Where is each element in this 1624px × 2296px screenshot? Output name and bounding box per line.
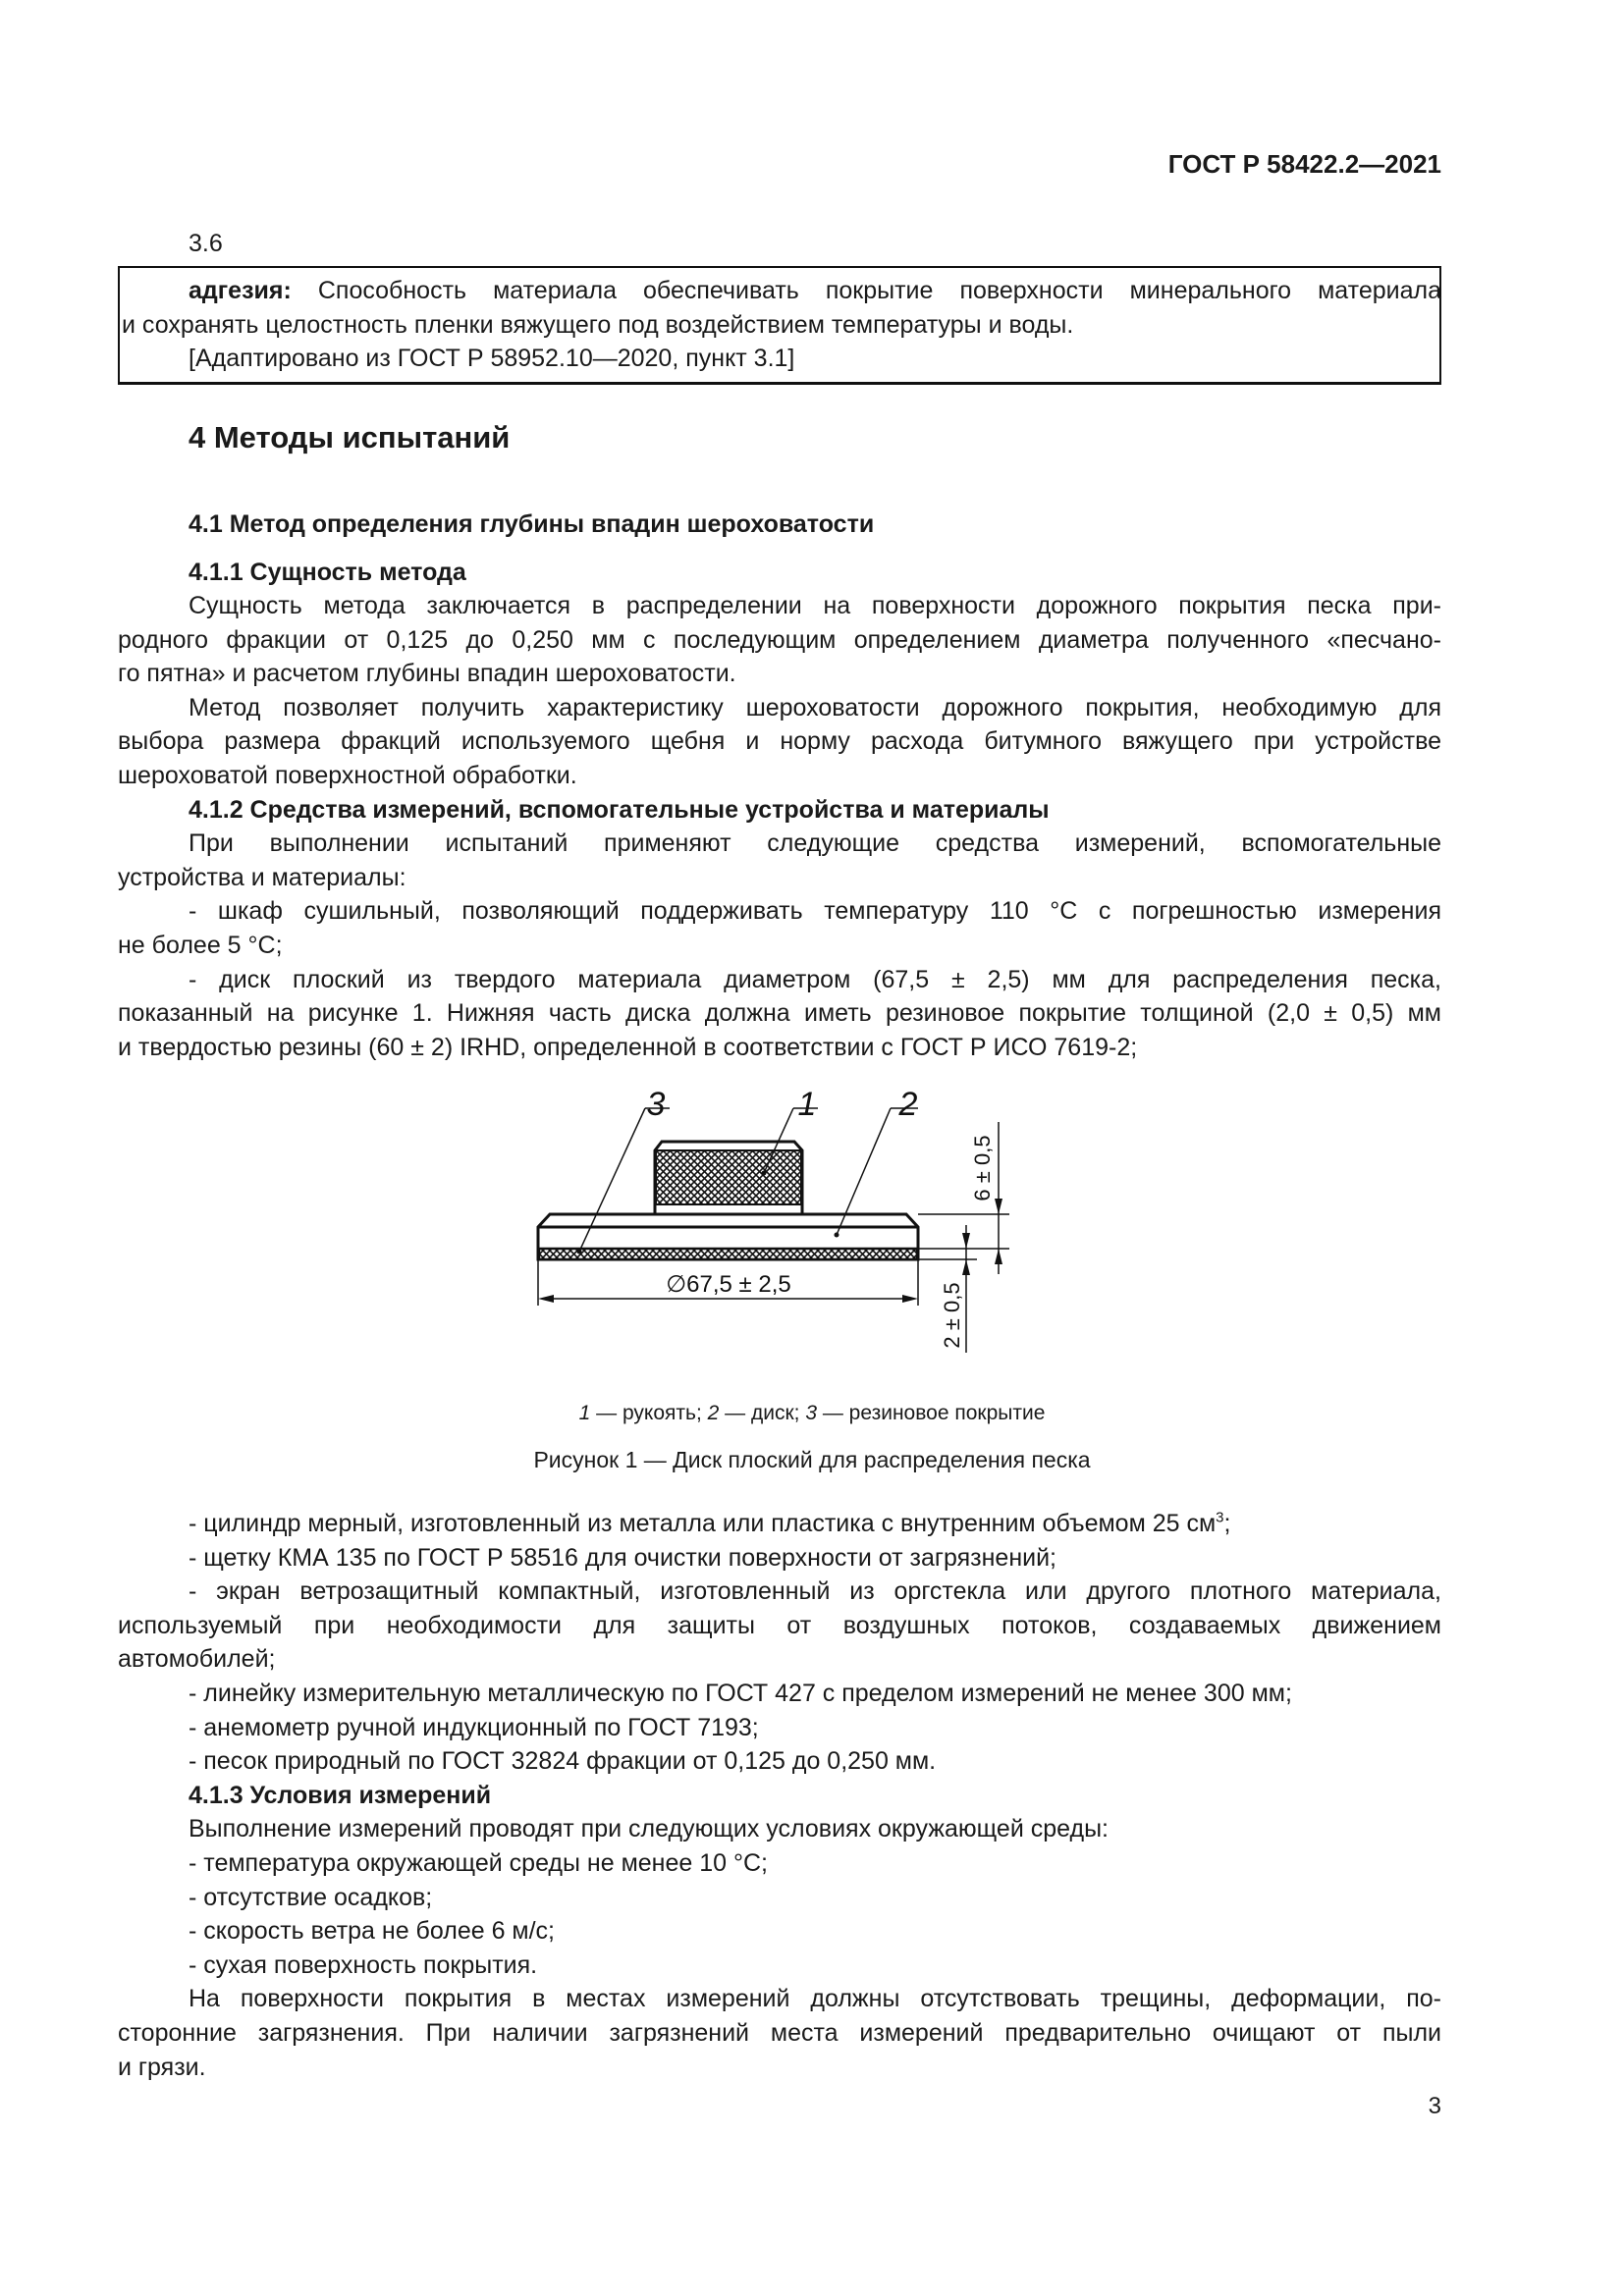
paragraph-line: го пятна» и расчетом глубины впадин шероховатости.: [118, 660, 736, 688]
list-item: - отсутствие осадков;: [189, 1883, 433, 1911]
label-rubber: 3: [646, 1086, 666, 1123]
subsection-title: 4.1.3 Условия измерений: [189, 1781, 492, 1809]
label-handle: 1: [797, 1086, 817, 1123]
paragraph-line: На поверхности покрытия в местах измерений должны отсутствовать трещины, деформации, по-: [189, 1985, 1441, 2013]
paragraph-line: сторонние загрязнения. При наличии загрязнений места измерений предварительно очищают от пыли: [118, 2019, 1441, 2047]
list-item: - щетку КМА 135 по ГОСТ Р 58516 для очистки поверхности от загрязнений;: [189, 1543, 1056, 1572]
paragraph-line: шероховатой поверхностной обработки.: [118, 762, 577, 789]
subsection-title: 4.1 Метод определения глубины впадин шероховатости: [189, 510, 875, 538]
dim-rubber-thickness: 2 ± 0,5: [940, 1282, 964, 1349]
term-definition-line: адгезия: Способность материала обеспечивать покрытие поверхности минерального материала: [189, 277, 1441, 304]
list-item-line: - диск плоский из твердого материала диаметром (67,5 ± 2,5) мм для распределения песка,: [189, 965, 1441, 993]
document-id: ГОСТ Р 58422.2—2021: [1167, 149, 1441, 179]
list-item-line: не более 5 °С;: [118, 932, 283, 959]
list-item-line: автомобилей;: [118, 1645, 276, 1674]
list-item: - температура окружающей среды не менее 10 °С;: [189, 1849, 768, 1877]
paragraph-line: Сущность метода заключается в распределении на поверхности дорожного покрытия песка при-: [189, 592, 1441, 619]
list-item-line: - шкаф сушильный, позволяющий поддерживать температуру 110 °С с погрешностью измерения: [189, 897, 1441, 926]
paragraph-line: родного фракции от 0,125 до 0,250 мм с последующим определением диаметра полученного «песчано-: [118, 625, 1441, 654]
subsection-title: 4.1.1 Сущность метода: [189, 559, 466, 586]
list-item-line: - экран ветрозащитный компактный, изготовленный из оргстекла или другого плотного материала,: [189, 1577, 1441, 1606]
paragraph-line: устройства и материалы:: [118, 863, 406, 891]
figure-legend: 1 — рукоять; 2 — диск; 3 — резиновое покрытие: [578, 1402, 1046, 1424]
paragraph-line: Метод позволяет получить характеристику шероховатости дорожного покрытия, необходимую для: [189, 693, 1441, 721]
term-source: [Адаптировано из ГОСТ Р 58952.10—2020, пункт 3.1]: [189, 345, 795, 372]
term-name: адгезия:: [189, 277, 292, 304]
rubber-layer: [539, 1249, 917, 1259]
dim-handle-height: 6 ± 0,5: [970, 1135, 995, 1201]
list-item-line: используемый при необходимости для защиты от воздушных потоков, создаваемых движением: [118, 1611, 1441, 1639]
section-title: 4 Методы испытаний: [189, 420, 511, 454]
paragraph-line: Выполнение измерений проводят при следующих условиях окружающей среды:: [189, 1815, 1109, 1843]
paragraph-line: выбора размера фракций используемого щебня и норму расхода битумного вяжущего при устройстве: [118, 727, 1441, 756]
page-number: 3: [1428, 2093, 1441, 2119]
figure-caption: Рисунок 1 — Диск плоский для распределения песка: [533, 1447, 1091, 1472]
list-item: - скорость ветра не более 6 м/с;: [189, 1917, 555, 1946]
list-item: - линейку измерительную металлическую по ГОСТ 427 с пределом измерений не менее 300 мм;: [189, 1680, 1292, 1707]
subsection-title: 4.1.2 Средства измерений, вспомогательные устройства и материалы: [189, 795, 1050, 824]
list-item: - цилиндр мерный, изготовленный из металла или пластика с внутренним объемом 25 $см^3$;: [189, 1509, 1231, 1537]
label-disk: 2: [898, 1086, 918, 1123]
list-item-line: показанный на рисунке 1. Нижняя часть диска должна иметь резиновое покрытие толщиной (2,0 ± 0,5) мм: [118, 999, 1441, 1028]
list-item: - песок природный по ГОСТ 32824 фракции от 0,125 до 0,250 мм.: [189, 1747, 937, 1776]
list-item-line: и твердостью резины (60 ± 2) IRHD, определенной в соответствии с ГОСТ Р ИСО 7619-2;: [118, 1033, 1138, 1061]
paragraph-line: При выполнении испытаний применяют следующие средства измерений, вспомогательные: [189, 829, 1441, 858]
dim-diameter: ∅67,5 ± 2,5: [666, 1271, 791, 1298]
paragraph-line: и грязи.: [118, 2053, 206, 2081]
term-number: 3.6: [189, 230, 223, 257]
list-item: - анемометр ручной индукционный по ГОСТ 7193;: [189, 1713, 759, 1741]
list-item: - сухая поверхность покрытия.: [189, 1950, 538, 1979]
term-definition-line: и сохранять целостность пленки вяжущего под воздействием температуры и воды.: [122, 311, 1074, 339]
